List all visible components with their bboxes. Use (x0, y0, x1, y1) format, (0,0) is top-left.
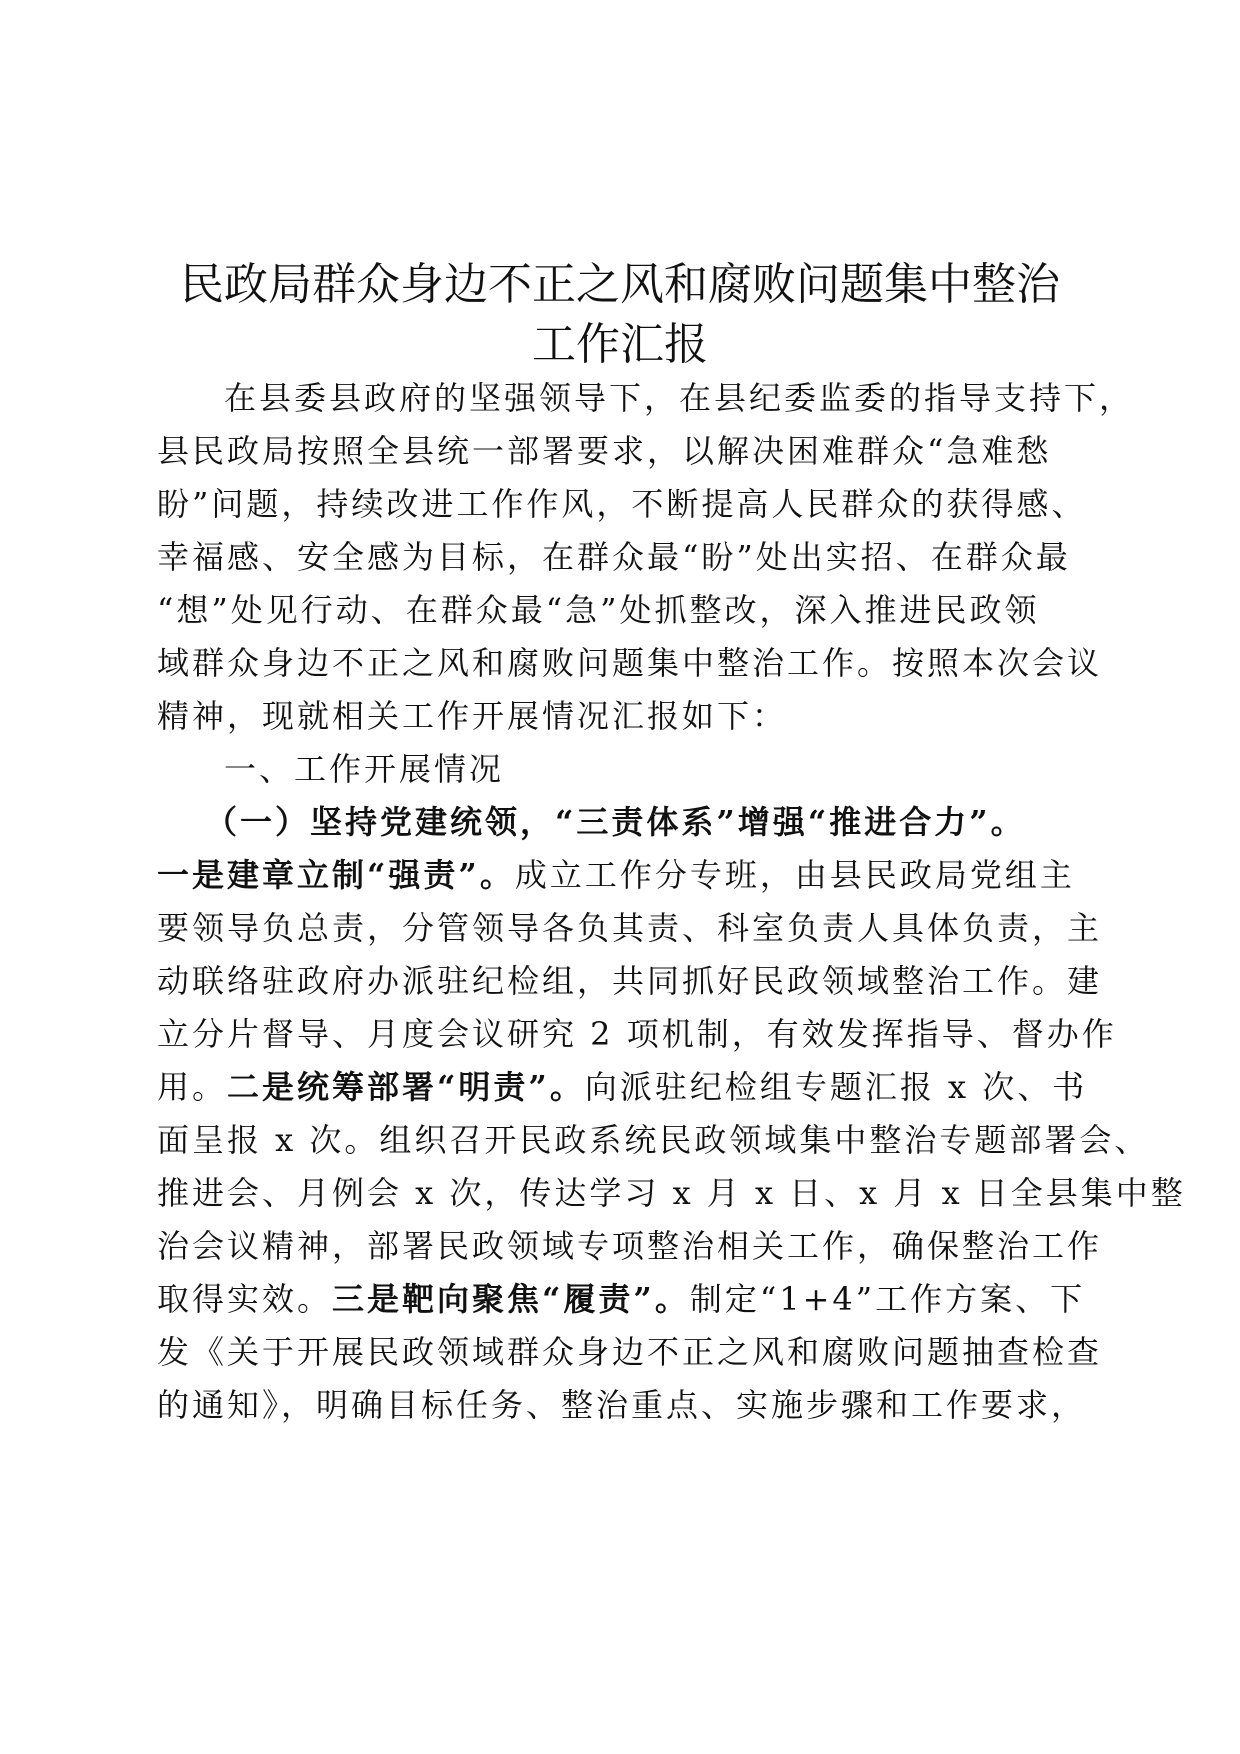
body-line-8: 治会议精神，部署民政领域专项整治相关工作，确保整治工作 (157, 1227, 1103, 1265)
body-line-9-pre: 取得实效。 (157, 1280, 333, 1318)
intro-line-6: 域群众身边不正之风和腐败问题集中整治工作。按照本次会议 (157, 644, 1103, 682)
intro-line-4: 幸福感、安全感为目标，在群众最“盼”处出实招、在群众最 (157, 538, 1071, 576)
point-three-label: 三是靶向聚焦“履责”。 (332, 1280, 690, 1318)
document-title-line-2: 工作汇报 (532, 319, 708, 370)
intro-line-5: “想”处见行动、在群众最“急”处抓整改，深入推进民政领 (157, 591, 1040, 629)
intro-line-1: 在县委县政府的坚强领导下，在县纪委监委的指导支持下， (224, 379, 1135, 417)
point-one-label: 一是建章立制“强责”。 (157, 856, 515, 894)
body-line-5 (157, 1067, 1087, 1107)
intro-line-2: 县民政局按照全县统一部署要求，以解决困难群众“急难愁 (157, 432, 1052, 470)
body-line-3: 动联络驻政府办派驻纪检组，共同抓好民政领域整治工作。建 (157, 962, 1103, 1000)
body-line-10: 发《关于开展民政领域群众身边不正之风和腐败问题抽查检查 (157, 1333, 1103, 1371)
body-line-9 (157, 1279, 1087, 1319)
body-line-4: 立分片督导、月度会议研究 2 项机制，有效发挥指导、督办作 (157, 1015, 1117, 1053)
section-heading: 一、工作开展情况 (224, 750, 505, 788)
document-title-line-1: 民政局群众身边不正之风和腐败问题集中整治 (180, 259, 1060, 310)
intro-line-3: 盼”问题，持续改进工作作风，不断提高人民群众的获得感、 (157, 485, 1087, 523)
body-line-11: 的通知》，明确目标任务、整治重点、实施步骤和工作要求， (157, 1386, 1087, 1424)
body-line-6: 面呈报 x 次。组织召开民政系统民政领域集中整治专题部署会、 (157, 1121, 1150, 1159)
body-line-7: 推进会、月例会 x 次，传达学习 x 月 x 日、x 月 x 日全县集中整 (157, 1174, 1186, 1212)
point-three-text: 制定“1+4”工作方案、下 (689, 1280, 1086, 1318)
subsection-heading: （一）坚持党建统领，“三责体系”增强“推进合力”。 (205, 803, 1026, 841)
body-line-1 (157, 855, 1087, 895)
point-one-text: 成立工作分专班，由县民政局党组主 (514, 856, 1075, 894)
body-line-2: 要领导负总责，分管领导各负其责、科室负责人具体负责，主 (157, 909, 1103, 947)
intro-line-7: 精神，现就相关工作开展情况汇报如下： (157, 697, 788, 735)
body-line-5-pre: 用。 (157, 1068, 228, 1106)
point-two-text: 向派驻纪检组专题汇报 x 次、书 (584, 1068, 1088, 1106)
point-two-label: 二是统筹部署“明责”。 (227, 1068, 585, 1106)
